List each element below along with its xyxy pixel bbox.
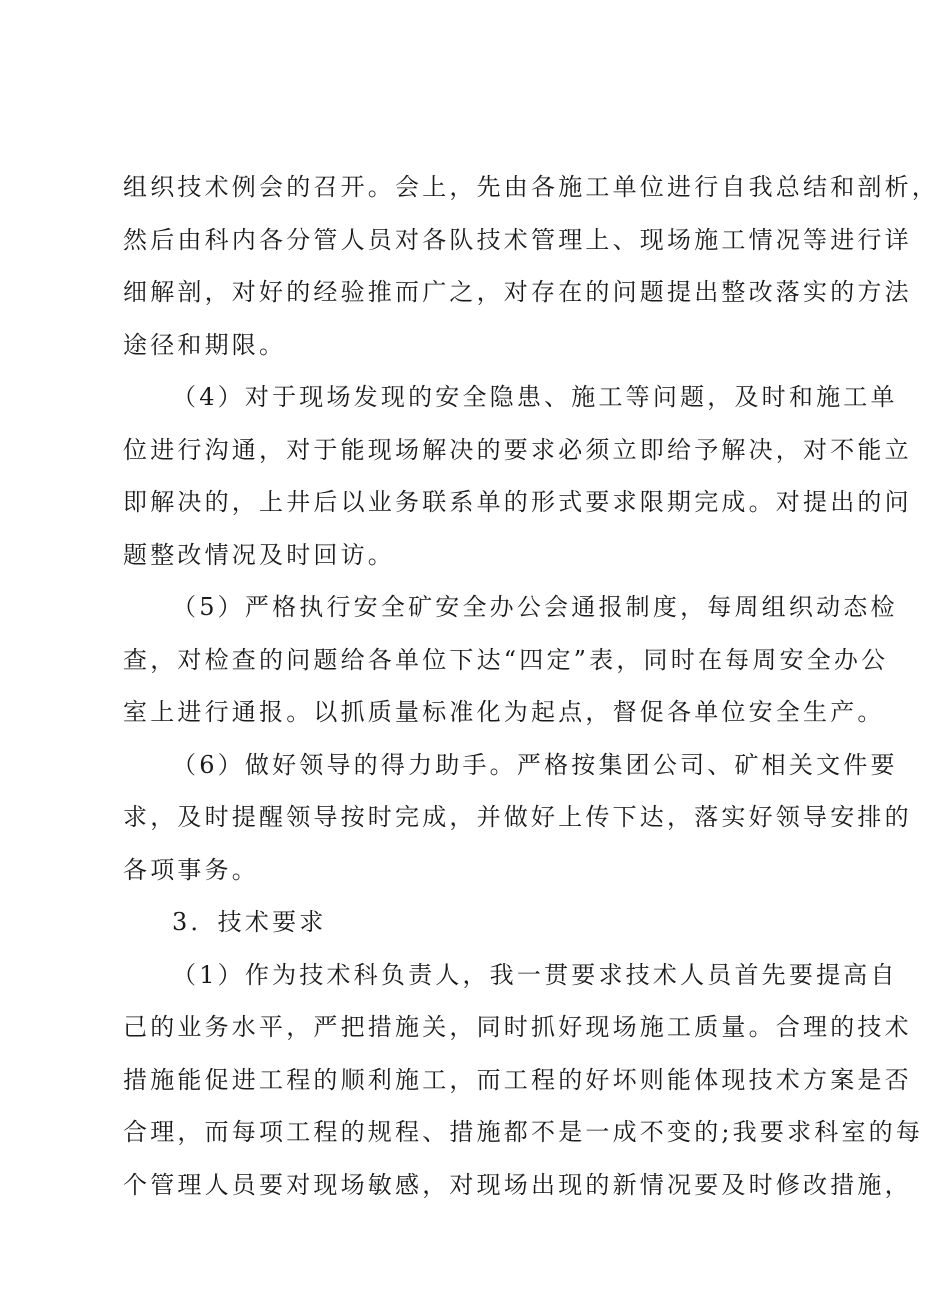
text-line-5: （4）对于现场发现的安全隐患、施工等问题，及时和施工单 (172, 383, 898, 411)
text-line-2: 然后由科内各分管人员对各队技术管理上、现场施工情况等进行详 (123, 226, 912, 254)
text-line-12: （6）做好领导的得力助手。严格按集团公司、矿相关文件要 (172, 751, 898, 779)
text-line-1: 组织技术例会的召开。会上，先由各施工单位进行自我总结和剖析， (123, 173, 939, 201)
text-line-4: 途径和期限。 (123, 331, 287, 359)
text-line-16: （1）作为技术科负责人，我一贯要求技术人员首先要提高自 (172, 961, 898, 989)
text-line-7: 即解决的，上井后以业务联系单的形式要求限期完成。对提出的问 (123, 488, 912, 516)
text-line-11: 室上进行通报。以抓质量标准化为起点，督促各单位安全生产。 (123, 698, 885, 726)
text-line-14: 各项事务。 (123, 856, 259, 884)
text-line-3: 细解剖，对好的经验推而广之，对存在的问题提出整改落实的方法 (123, 278, 912, 306)
text-line-9: （5）严格执行安全矿安全办公会通报制度，每周组织动态检 (172, 593, 898, 621)
section-heading: 3．技术要求 (172, 908, 327, 936)
text-line-8: 题整改情况及时回访。 (123, 541, 395, 569)
text-line-13: 求，及时提醒领导按时完成，并做好上传下达，落实好领导安排的 (123, 803, 912, 831)
text-line-6: 位进行沟通，对于能现场解决的要求必须立即给予解决，对不能立 (123, 436, 912, 464)
text-line-18: 措施能促进工程的顺利施工，而工程的好坏则能体现技术方案是否 (123, 1066, 912, 1094)
text-line-17: 己的业务水平，严把措施关，同时抓好现场施工质量。合理的技术 (123, 1013, 912, 1041)
text-line-20: 个管理人员要对现场敏感，对现场出现的新情况要及时修改措施， (123, 1171, 912, 1199)
text-line-10: 查，对检查的问题给各单位下达“四定”表，同时在每周安全办公 (123, 646, 889, 674)
text-line-19: 合理，而每项工程的规程、措施都不是一成不变的;我要求科室的每 (123, 1118, 924, 1146)
